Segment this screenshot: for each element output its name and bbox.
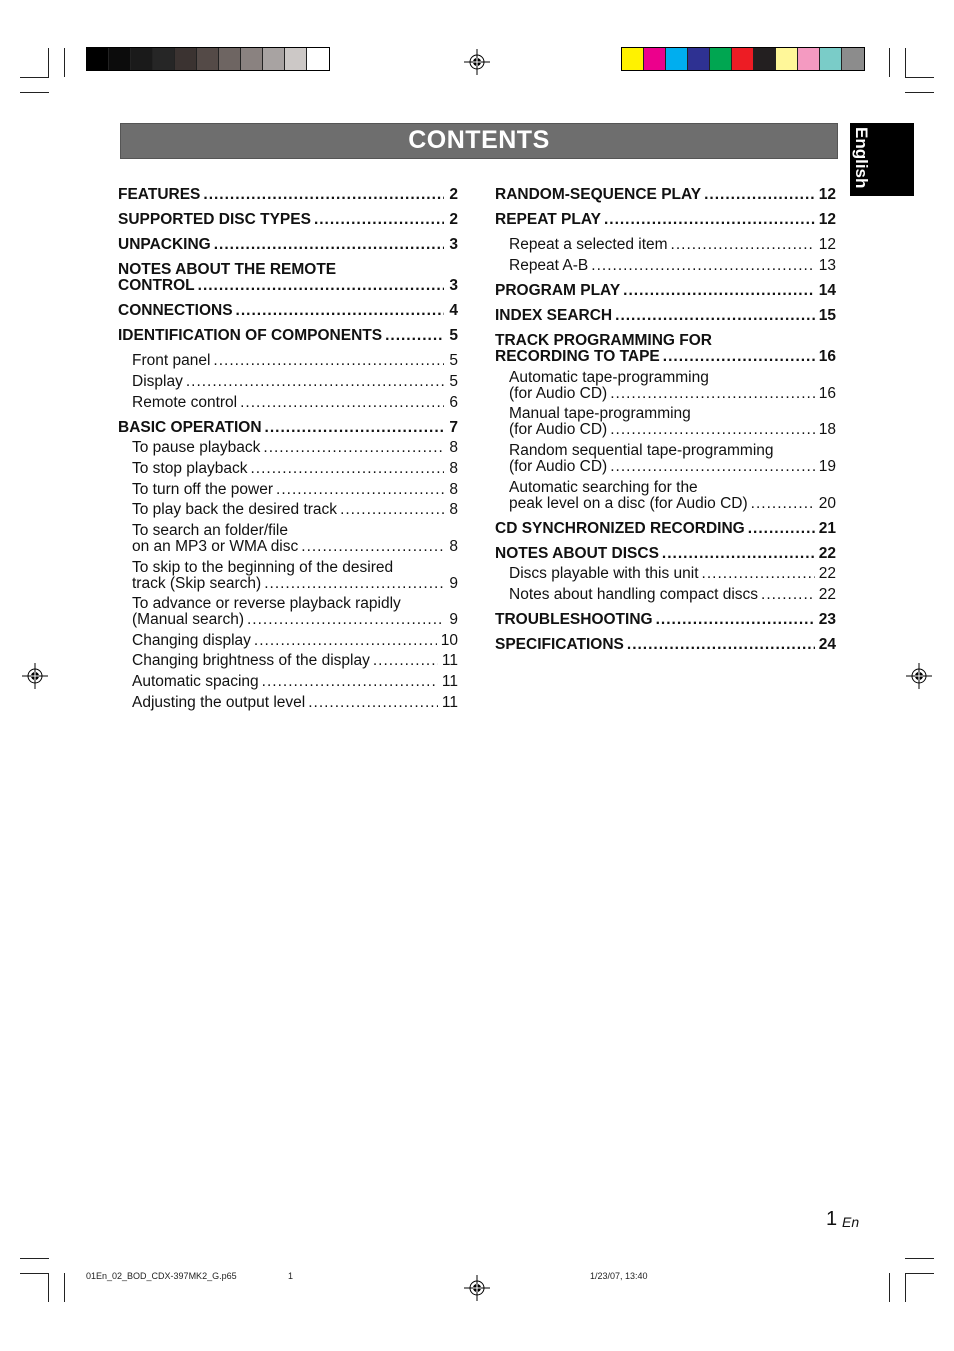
toc-entry[interactable]: [118, 187, 458, 203]
toc-entry[interactable]: [132, 502, 458, 518]
toc-page-number: 5: [449, 327, 458, 344]
footer-file-page: 1: [288, 1271, 294, 1281]
toc-page-number: 8: [449, 460, 458, 477]
toc-page-number: 9: [449, 611, 458, 628]
toc-entry-title: IDENTIFICATION OF COMPONENTS: [118, 327, 383, 344]
toc-entry[interactable]: [118, 420, 458, 436]
toc-entry-title: (Manual search): [132, 611, 244, 628]
toc-page-number: 22: [818, 545, 836, 562]
toc-entry-title: Repeat a selected item: [509, 236, 668, 253]
toc-dot-leader: [203, 187, 444, 203]
color-swatch: [219, 48, 241, 70]
color-swatch: [688, 48, 710, 70]
toc-dot-leader: [623, 283, 815, 299]
toc-dot-leader: [240, 395, 444, 411]
color-swatch: [285, 48, 307, 70]
toc-entry[interactable]: [118, 262, 458, 294]
toc-dot-leader: [186, 374, 444, 390]
toc-dot-leader: [314, 212, 444, 228]
toc-page-number: 12: [818, 236, 836, 253]
toc-page-number: 5: [449, 352, 458, 369]
color-swatch: [241, 48, 263, 70]
toc-page-number: 8: [449, 501, 458, 518]
toc-page-number: 14: [818, 282, 836, 299]
toc-dot-leader: [236, 303, 444, 319]
toc-entry[interactable]: [495, 521, 836, 537]
page-title: CONTENTS: [408, 126, 550, 154]
toc-dot-leader: [385, 328, 444, 344]
toc-dot-leader: [264, 576, 444, 592]
toc-entry[interactable]: [118, 237, 458, 253]
toc-page-number: 8: [449, 538, 458, 555]
toc-dot-leader: [263, 440, 444, 456]
toc-entry-title: Manual tape-programming: [509, 405, 691, 422]
language-tab: [850, 123, 914, 196]
color-swatch: [710, 48, 732, 70]
toc-entry[interactable]: [132, 461, 458, 477]
toc-entry[interactable]: [495, 612, 836, 628]
toc-page-number: 21: [818, 520, 836, 537]
toc-entry-title: TRACK PROGRAMMING FOR: [495, 332, 712, 349]
toc-entry-title: (for Audio CD): [509, 458, 608, 475]
toc-entry-title: (for Audio CD): [509, 385, 608, 402]
toc-entry[interactable]: [495, 637, 836, 653]
toc-entry[interactable]: [118, 328, 458, 344]
toc-entry[interactable]: [509, 406, 836, 438]
toc-page-number: 22: [818, 586, 836, 603]
toc-page-number: 19: [818, 458, 836, 475]
toc-entry[interactable]: [132, 353, 458, 369]
toc-entry-title: Automatic tape-programming: [509, 369, 709, 386]
toc-entry-title: CONNECTIONS: [118, 302, 233, 319]
toc-entry-title: FEATURES: [118, 186, 201, 203]
toc-entry-title: CONTROL: [118, 277, 195, 294]
toc-entry[interactable]: [495, 333, 836, 365]
toc-entry-title: BASIC OPERATION: [118, 419, 262, 436]
toc-entry[interactable]: [132, 523, 458, 555]
toc-entry[interactable]: [509, 480, 836, 512]
toc-page-number: 11: [441, 673, 458, 690]
toc-page-number: 12: [818, 211, 836, 228]
contents-header-bar: [120, 123, 838, 159]
toc-entry[interactable]: [118, 303, 458, 319]
color-swatch: [622, 48, 644, 70]
toc-entry[interactable]: [509, 566, 836, 582]
toc-entry-title: Display: [132, 373, 183, 390]
toc-entry-title: To turn off the power: [132, 481, 274, 498]
toc-dot-leader: [702, 566, 815, 582]
toc-page-number: 18: [818, 421, 836, 438]
toc-dot-leader: [656, 612, 815, 628]
toc-page-number: 2: [449, 186, 458, 203]
toc-dot-leader: [610, 459, 815, 475]
toc-dot-leader: [265, 420, 444, 436]
toc-page-number: 11: [441, 694, 458, 711]
toc-entry[interactable]: [132, 374, 458, 390]
toc-entry[interactable]: [509, 237, 836, 253]
toc-entry-title: Remote control: [132, 394, 238, 411]
toc-entry-title: INDEX SEARCH: [495, 307, 613, 324]
toc-entry-title: NOTES ABOUT THE REMOTE: [118, 261, 337, 278]
toc-dot-leader: [663, 349, 815, 365]
color-swatch: [307, 48, 329, 70]
toc-dot-leader: [214, 237, 444, 253]
toc-dot-leader: [662, 546, 815, 562]
toc-entry-title: on an MP3 or WMA disc: [132, 538, 299, 555]
toc-entry-title: (for Audio CD): [509, 421, 608, 438]
color-swatch: [776, 48, 798, 70]
toc-dot-leader: [276, 482, 444, 498]
toc-dot-leader: [751, 496, 815, 512]
registration-mark-icon: [22, 663, 48, 689]
toc-page-number: 8: [449, 439, 458, 456]
toc-entry[interactable]: [509, 443, 836, 475]
toc-dot-leader: [262, 674, 438, 690]
toc-page-number: 24: [818, 636, 836, 653]
color-swatch: [131, 48, 153, 70]
toc-entry-title: Random sequential tape-programming: [509, 442, 774, 459]
color-swatch: [842, 48, 864, 70]
toc-page-number: 13: [818, 257, 836, 274]
toc-dot-leader: [604, 212, 815, 228]
toc-entry-title: Adjusting the output level: [132, 694, 306, 711]
toc-entry-title: RECORDING TO TAPE: [495, 348, 660, 365]
toc-entry[interactable]: [509, 587, 836, 603]
toc-page-number: 3: [449, 277, 458, 294]
color-swatch: [644, 48, 666, 70]
toc-entry-title: CD SYNCHRONIZED RECORDING: [495, 520, 745, 537]
toc-page-number: 11: [441, 652, 458, 669]
toc-page-number: 10: [440, 632, 458, 649]
process-color-bar: [621, 47, 865, 71]
toc-page-number: 7: [449, 419, 458, 436]
toc-dot-leader: [301, 539, 444, 555]
color-swatch: [732, 48, 754, 70]
toc-page-number: 22: [818, 565, 836, 582]
toc-dot-leader: [340, 502, 444, 518]
toc-entry-title: Automatic searching for the: [509, 479, 698, 496]
toc-entry-title: Changing brightness of the display: [132, 652, 370, 669]
page-number: 1: [826, 1208, 838, 1230]
toc-entry[interactable]: [132, 482, 458, 498]
toc-entry[interactable]: [495, 187, 836, 203]
registration-mark-icon: [464, 49, 490, 75]
toc-dot-leader: [308, 695, 438, 711]
toc-entry-title: SPECIFICATIONS: [495, 636, 624, 653]
toc-page-number: 12: [818, 186, 836, 203]
toc-dot-leader: [591, 258, 814, 274]
toc-dot-leader: [610, 386, 815, 402]
toc-entry-title: Front panel: [132, 352, 211, 369]
toc-entry[interactable]: [495, 546, 836, 562]
toc-entry-title: To skip to the beginning of the desired: [132, 559, 394, 576]
toc-entry[interactable]: [132, 674, 458, 690]
toc-entry[interactable]: [132, 653, 458, 669]
toc-page-number: 2: [449, 211, 458, 228]
toc-dot-leader: [254, 633, 437, 649]
toc-entry-title: track (Skip search): [132, 575, 262, 592]
toc-entry-title: REPEAT PLAY: [495, 211, 601, 228]
toc-page-number: 8: [449, 481, 458, 498]
toc-entry[interactable]: [495, 308, 836, 324]
toc-entry[interactable]: [132, 560, 458, 592]
color-swatch: [87, 48, 109, 70]
toc-entry[interactable]: [132, 395, 458, 411]
toc-dot-leader: [671, 237, 815, 253]
toc-page-number: 6: [449, 394, 458, 411]
toc-entry-title: To play back the desired track: [132, 501, 338, 518]
toc-dot-leader: [748, 521, 815, 537]
toc-dot-leader: [627, 637, 815, 653]
color-swatch: [197, 48, 219, 70]
toc-dot-leader: [198, 278, 444, 294]
toc-entry-title: SUPPORTED DISC TYPES: [118, 211, 311, 228]
toc-page-number: 16: [818, 348, 836, 365]
toc-dot-leader: [610, 422, 815, 438]
toc-entry-title: Changing display: [132, 632, 251, 649]
toc-page-number: 16: [818, 385, 836, 402]
page-number-suffix: En: [842, 1214, 860, 1230]
toc-entry-title: Automatic spacing: [132, 673, 259, 690]
toc-dot-leader: [250, 461, 444, 477]
language-tab-label: English: [852, 127, 871, 189]
toc-entry[interactable]: [132, 695, 458, 711]
toc-entry[interactable]: [118, 212, 458, 228]
color-swatch: [153, 48, 175, 70]
toc-entry-title: To pause playback: [132, 439, 261, 456]
toc-entry[interactable]: [132, 633, 458, 649]
toc-entry-title: To search an folder/file: [132, 522, 288, 539]
registration-mark-icon: [906, 663, 932, 689]
color-swatch: [109, 48, 131, 70]
toc-page-number: 5: [449, 373, 458, 390]
toc-dot-leader: [704, 187, 815, 203]
footer-timestamp: 1/23/07, 13:40: [590, 1271, 648, 1281]
toc-entry[interactable]: [509, 258, 836, 274]
toc-entry-title: peak level on a disc (for Audio CD): [509, 495, 748, 512]
toc-entry[interactable]: [509, 370, 836, 402]
toc-entry[interactable]: [495, 212, 836, 228]
toc-entry[interactable]: [132, 596, 458, 628]
toc-page-number: 9: [449, 575, 458, 592]
toc-page-number: 23: [818, 611, 836, 628]
toc-entry-title: To advance or reverse playback rapidly: [132, 595, 401, 612]
toc-entry-title: To stop playback: [132, 460, 248, 477]
toc-entry-title: TROUBLESHOOTING: [495, 611, 653, 628]
toc-dot-leader: [247, 612, 444, 628]
toc-entry-title: Discs playable with this unit: [509, 565, 699, 582]
toc-entry-title: NOTES ABOUT DISCS: [495, 545, 659, 562]
toc-page-number: 4: [449, 302, 458, 319]
toc-dot-leader: [615, 308, 815, 324]
color-swatch: [666, 48, 688, 70]
toc-dot-leader: [761, 587, 815, 603]
toc-page-number: 3: [449, 236, 458, 253]
color-swatch: [263, 48, 285, 70]
toc-entry-title: RANDOM-SEQUENCE PLAY: [495, 186, 702, 203]
toc-dot-leader: [373, 653, 438, 669]
toc-page-number: 15: [818, 307, 836, 324]
toc-entry[interactable]: [495, 283, 836, 299]
color-swatch: [820, 48, 842, 70]
registration-mark-icon: [464, 1275, 490, 1301]
toc-dot-leader: [213, 353, 444, 369]
toc-entry-title: PROGRAM PLAY: [495, 282, 621, 299]
toc-entry-title: UNPACKING: [118, 236, 211, 253]
toc-entry-title: Repeat A-B: [509, 257, 589, 274]
toc-entry[interactable]: [132, 440, 458, 456]
footer-file-name: 01En_02_BOD_CDX-397MK2_G.p65: [86, 1271, 237, 1281]
color-swatch: [175, 48, 197, 70]
grayscale-color-bar: [86, 47, 330, 71]
color-swatch: [798, 48, 820, 70]
color-swatch: [754, 48, 776, 70]
toc-entry-title: Notes about handling compact discs: [509, 586, 759, 603]
toc-page-number: 20: [818, 495, 836, 512]
